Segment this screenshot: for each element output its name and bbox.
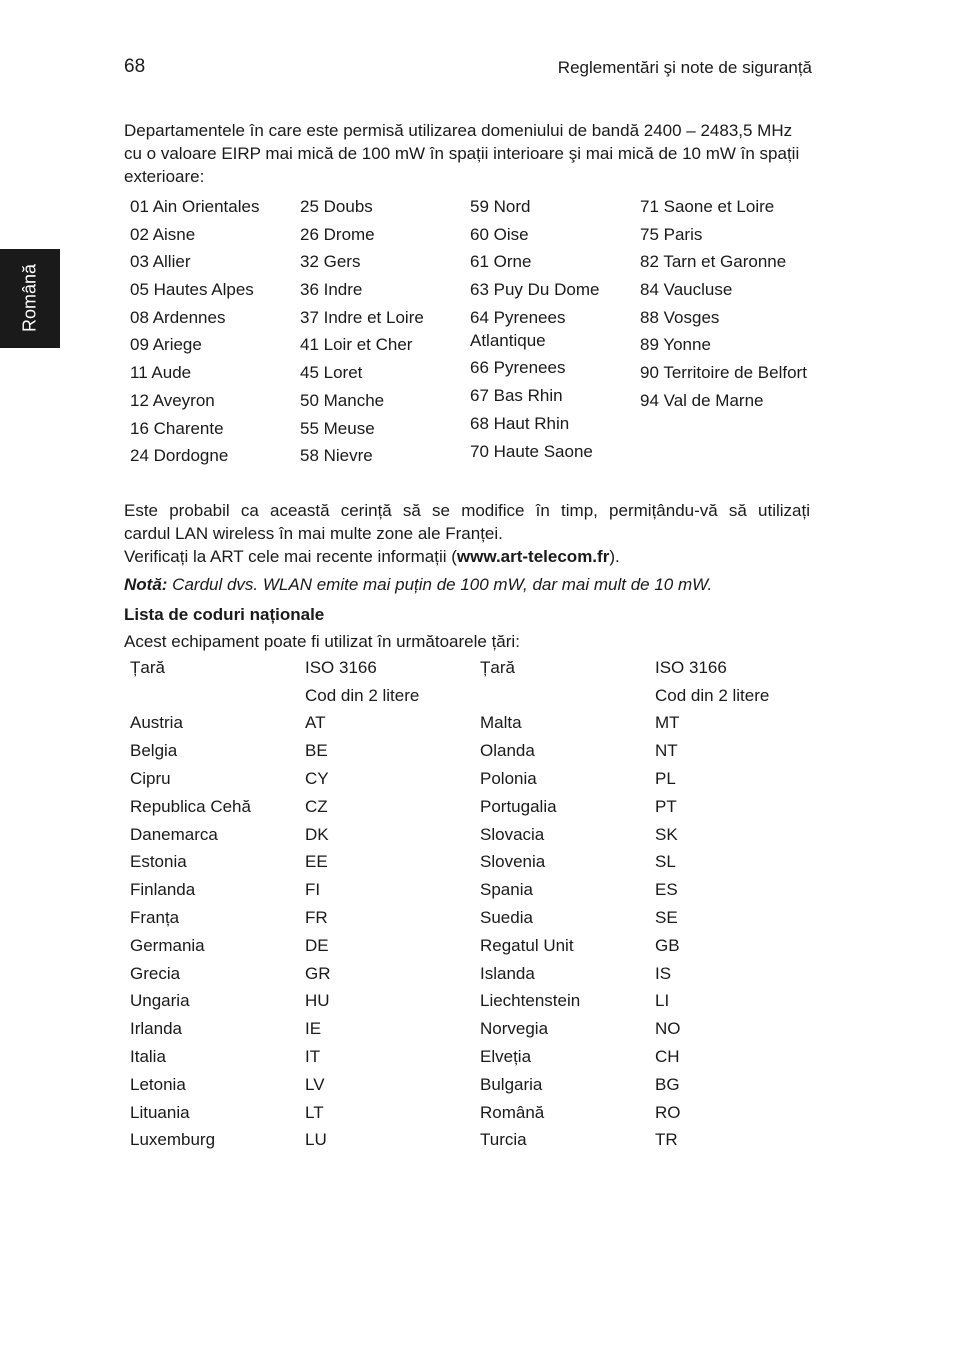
iso-code-cell: LU bbox=[305, 1130, 327, 1150]
iso-code-cell: IT bbox=[305, 1047, 321, 1067]
department-item: 66 Pyrenees bbox=[470, 358, 566, 378]
table-row bbox=[130, 1099, 830, 1127]
iso-code-cell: IS bbox=[655, 963, 672, 983]
table-row bbox=[130, 904, 830, 932]
country-cell: Estonia bbox=[130, 852, 187, 872]
iso-code-cell: LT bbox=[305, 1102, 324, 1122]
country-cell: Suedia bbox=[480, 908, 533, 928]
table-row bbox=[130, 710, 830, 738]
country-cell: Grecia bbox=[130, 963, 181, 983]
header-iso-right: ISO 3166 bbox=[655, 657, 727, 677]
country-cell: Belgia bbox=[130, 741, 178, 761]
iso-code-cell: NT bbox=[655, 741, 678, 761]
iso-code-cell: SE bbox=[655, 908, 678, 928]
table-row bbox=[130, 793, 830, 821]
department-item: 11 Aude bbox=[130, 363, 192, 383]
iso-code-cell: BG bbox=[655, 1074, 680, 1094]
country-cell: Portugalia bbox=[480, 796, 557, 816]
departments-grid bbox=[130, 195, 810, 472]
iso-code-cell: PT bbox=[655, 796, 677, 816]
country-cell: Lituania bbox=[130, 1102, 190, 1122]
department-item: 05 Hautes Alpes bbox=[130, 280, 254, 300]
iso-code-cell: SL bbox=[655, 852, 676, 872]
iso-code-cell: NO bbox=[655, 1019, 681, 1039]
department-item: 01 Ain Orientales bbox=[130, 197, 260, 216]
country-cell: Liechtenstein bbox=[480, 991, 581, 1011]
change-notice-line-1: Este probabil ca această cerință să se modifice în timp, permițându-vă să utilizați bbox=[124, 501, 810, 520]
country-cell: Islanda bbox=[480, 963, 535, 983]
country-cell: Elveția bbox=[480, 1047, 532, 1067]
iso-code-cell: HU bbox=[305, 991, 330, 1011]
country-cell: Malta bbox=[480, 713, 522, 733]
table-row bbox=[130, 988, 830, 1016]
country-cell: Norvegia bbox=[480, 1019, 549, 1039]
codes-intro: Acest echipament poate fi utilizat în următoarele țări: bbox=[124, 632, 520, 651]
department-item: 90 Territoire de Belfort bbox=[640, 363, 807, 383]
iso-code-cell: CH bbox=[655, 1047, 680, 1067]
iso-code-cell: LV bbox=[305, 1074, 325, 1094]
change-notice-line-2: cardul LAN wireless în mai multe zone ale Franței. bbox=[124, 524, 503, 543]
header-iso-sub-left: Cod din 2 litere bbox=[305, 685, 420, 705]
country-cell: Turcia bbox=[480, 1130, 527, 1150]
iso-code-cell: BE bbox=[305, 741, 328, 761]
language-side-tab bbox=[0, 249, 60, 348]
department-item: 08 Ardennes bbox=[130, 307, 226, 327]
country-cell: Germania bbox=[130, 935, 205, 955]
country-cell: Cipru bbox=[130, 769, 171, 789]
table-row bbox=[130, 737, 830, 765]
department-item: 37 Indre et Loire bbox=[300, 307, 424, 327]
department-item: 64 Pyrenees Atlantique bbox=[470, 307, 566, 350]
department-item: 94 Val de Marne bbox=[640, 390, 764, 410]
iso-code-cell: MT bbox=[655, 713, 680, 733]
country-cell: Letonia bbox=[130, 1074, 186, 1094]
country-cell: Franța bbox=[130, 908, 180, 928]
country-cell: Austria bbox=[130, 713, 183, 733]
iso-code-cell: FI bbox=[305, 880, 321, 900]
country-codes-table bbox=[130, 654, 830, 1154]
department-item: 25 Doubs bbox=[300, 197, 373, 216]
department-item: 16 Charente bbox=[130, 418, 224, 438]
department-item: 45 Loret bbox=[300, 363, 363, 383]
page-number: 68 bbox=[124, 56, 146, 77]
department-item: 61 Orne bbox=[470, 252, 532, 272]
department-item: 63 Puy Du Dome bbox=[470, 280, 600, 300]
country-cell: Slovacia bbox=[480, 824, 545, 844]
country-cell: Română bbox=[480, 1102, 545, 1122]
iso-code-cell: LI bbox=[655, 991, 670, 1011]
country-cell: Spania bbox=[480, 880, 533, 900]
iso-code-cell: GB bbox=[655, 935, 680, 955]
departments-column-1 bbox=[130, 195, 300, 472]
header-iso-sub-right: Cod din 2 litere bbox=[655, 685, 770, 705]
department-item: 50 Manche bbox=[300, 390, 385, 410]
table-row bbox=[130, 876, 830, 904]
note-text: Cardul dvs. WLAN emite mai puțin de 100 mW, dar mai mult de 10 mW. bbox=[167, 575, 713, 594]
departments-column-2 bbox=[300, 195, 470, 472]
country-cell: Italia bbox=[130, 1047, 166, 1067]
iso-code-cell: ES bbox=[655, 880, 678, 900]
header-country-left: Țară bbox=[130, 657, 165, 677]
department-item: 26 Drome bbox=[300, 224, 375, 244]
country-cell: Republica Cehă bbox=[130, 796, 251, 816]
iso-code-cell: TR bbox=[655, 1130, 678, 1150]
department-item: 71 Saone et Loire bbox=[640, 197, 775, 216]
country-cell: Polonia bbox=[480, 769, 537, 789]
language-side-tab-label: Română bbox=[19, 263, 40, 333]
table-row bbox=[130, 765, 830, 793]
departments-column-4 bbox=[640, 195, 810, 472]
art-info-suffix: ). bbox=[609, 547, 620, 566]
department-item: 32 Gers bbox=[300, 252, 361, 272]
department-item: 59 Nord bbox=[470, 197, 531, 216]
department-item: 03 Allier bbox=[130, 252, 191, 272]
department-item: 70 Haute Saone bbox=[470, 441, 593, 461]
iso-code-cell: DK bbox=[305, 824, 329, 844]
iso-code-cell: DE bbox=[305, 935, 329, 955]
department-item: 84 Vaucluse bbox=[640, 280, 733, 300]
country-cell: Finlanda bbox=[130, 880, 196, 900]
table-row bbox=[130, 849, 830, 877]
table-row bbox=[130, 932, 830, 960]
department-item: 68 Haut Rhin bbox=[470, 413, 570, 433]
department-item: 24 Dordogne bbox=[130, 446, 229, 466]
country-cell: Olanda bbox=[480, 741, 535, 761]
department-item: 89 Yonne bbox=[640, 335, 711, 355]
department-item: 67 Bas Rhin bbox=[470, 386, 563, 406]
iso-code-cell: EE bbox=[305, 852, 328, 872]
running-title: Reglementări şi note de siguranță bbox=[557, 58, 812, 77]
country-cell: Irlanda bbox=[130, 1019, 182, 1039]
note-label: Notă: bbox=[124, 575, 168, 594]
country-cell: Danemarca bbox=[130, 824, 218, 844]
department-item: 55 Meuse bbox=[300, 418, 375, 438]
art-info-prefix: Verificați la ART cele mai recente informații ( bbox=[124, 547, 457, 566]
country-cell: Regatul Unit bbox=[480, 935, 574, 955]
country-cell: Bulgaria bbox=[480, 1074, 543, 1094]
iso-code-cell: CY bbox=[305, 769, 329, 789]
department-item: 36 Indre bbox=[300, 280, 363, 300]
department-item: 60 Oise bbox=[470, 224, 529, 244]
table-row bbox=[130, 1043, 830, 1071]
department-item: 58 Nievre bbox=[300, 446, 373, 466]
codes-subheader-row bbox=[130, 682, 830, 710]
department-item: 09 Ariege bbox=[130, 335, 202, 355]
iso-code-cell: CZ bbox=[305, 796, 328, 816]
department-item: 41 Loir et Cher bbox=[300, 335, 413, 355]
wlan-note bbox=[124, 573, 810, 596]
iso-code-cell: RO bbox=[655, 1102, 681, 1122]
iso-code-cell: IE bbox=[305, 1019, 322, 1039]
table-row bbox=[130, 1127, 830, 1155]
department-item: 82 Tarn et Garonne bbox=[640, 252, 787, 272]
codes-heading: Lista de coduri naționale bbox=[124, 605, 325, 624]
country-cell: Ungaria bbox=[130, 991, 190, 1011]
department-item: 75 Paris bbox=[640, 224, 703, 244]
country-cell: Slovenia bbox=[480, 852, 546, 872]
table-row bbox=[130, 1015, 830, 1043]
iso-code-cell: FR bbox=[305, 908, 328, 928]
iso-code-cell: PL bbox=[655, 769, 676, 789]
art-info-line bbox=[124, 545, 810, 568]
department-item: 02 Aisne bbox=[130, 224, 196, 244]
iso-code-cell: AT bbox=[305, 713, 326, 733]
header-iso-left: ISO 3166 bbox=[305, 657, 377, 677]
change-notice-paragraph bbox=[124, 499, 810, 568]
art-telecom-link[interactable]: www.art-telecom.fr bbox=[456, 547, 610, 566]
table-row bbox=[130, 821, 830, 849]
intro-paragraph: Departamentele în care este permisă utilizarea domeniului de bandă 2400 – 2483,5 MHz cu o valoare EIRP mai mică de 100 mW în spații interioare şi mai mică de 10 mW în spații exterioare: bbox=[124, 121, 800, 186]
table-row bbox=[130, 960, 830, 988]
iso-code-cell: SK bbox=[655, 824, 678, 844]
iso-code-cell: GR bbox=[305, 963, 331, 983]
header-country-right: Țară bbox=[480, 657, 515, 677]
departments-column-3 bbox=[470, 195, 640, 472]
department-item: 12 Aveyron bbox=[130, 390, 215, 410]
codes-header-row bbox=[130, 654, 830, 682]
country-cell: Luxemburg bbox=[130, 1130, 216, 1150]
table-row bbox=[130, 1071, 830, 1099]
department-item: 88 Vosges bbox=[640, 307, 720, 327]
